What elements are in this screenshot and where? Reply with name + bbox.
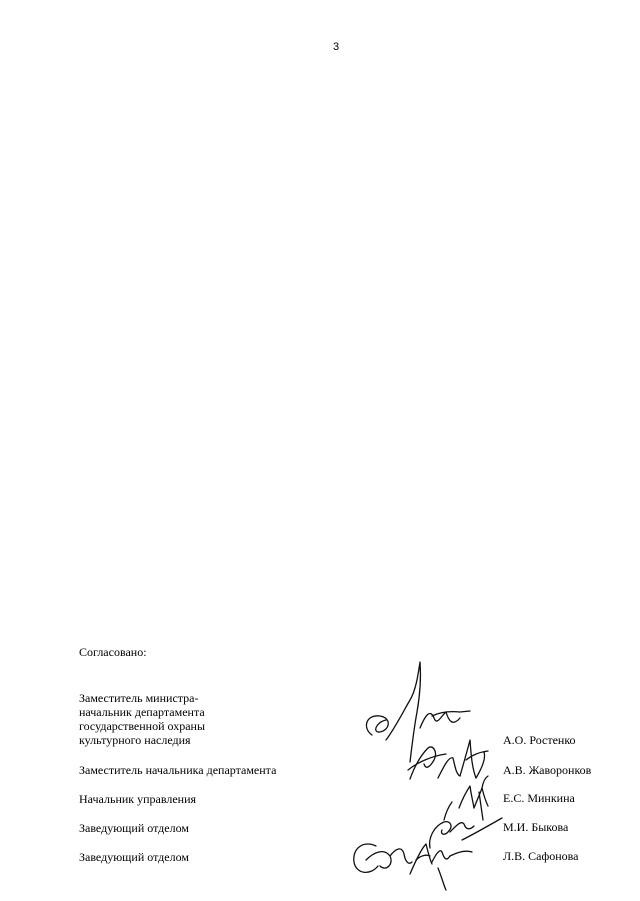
signature-5	[354, 844, 472, 890]
position-line: Начальник управления	[79, 792, 197, 806]
agreed-label: Согласовано:	[79, 645, 147, 659]
signature-3	[459, 776, 488, 820]
approver-name-4: М.И. Быкова	[503, 820, 569, 834]
approver-name-5: Л.В. Сафонова	[503, 849, 579, 863]
approver-name-3: Е.С. Минкина	[503, 791, 575, 805]
approver-name-2: А.В. Жаворонков	[503, 763, 592, 777]
position-line: культурного наследия	[79, 733, 191, 747]
approval-position-5	[79, 850, 189, 864]
approval-position-4	[79, 821, 189, 835]
page-number: 3	[332, 41, 340, 53]
position-line: начальник департамента	[79, 705, 205, 719]
signature-2	[408, 740, 488, 779]
approver-name-1: А.О. Ростенко	[503, 733, 576, 747]
signature-4	[430, 802, 502, 848]
position-line: Заместитель начальника департамента	[79, 763, 277, 777]
position-line: государственной охраны	[79, 719, 206, 733]
approval-position-1	[79, 691, 205, 747]
position-line: Заведующий отделом	[79, 850, 189, 864]
approval-position-2	[79, 763, 276, 777]
approval-position-3	[79, 792, 196, 806]
position-line: Заведующий отделом	[79, 821, 189, 835]
signature-1	[366, 662, 470, 762]
position-line: Заместитель министра-	[79, 691, 199, 705]
